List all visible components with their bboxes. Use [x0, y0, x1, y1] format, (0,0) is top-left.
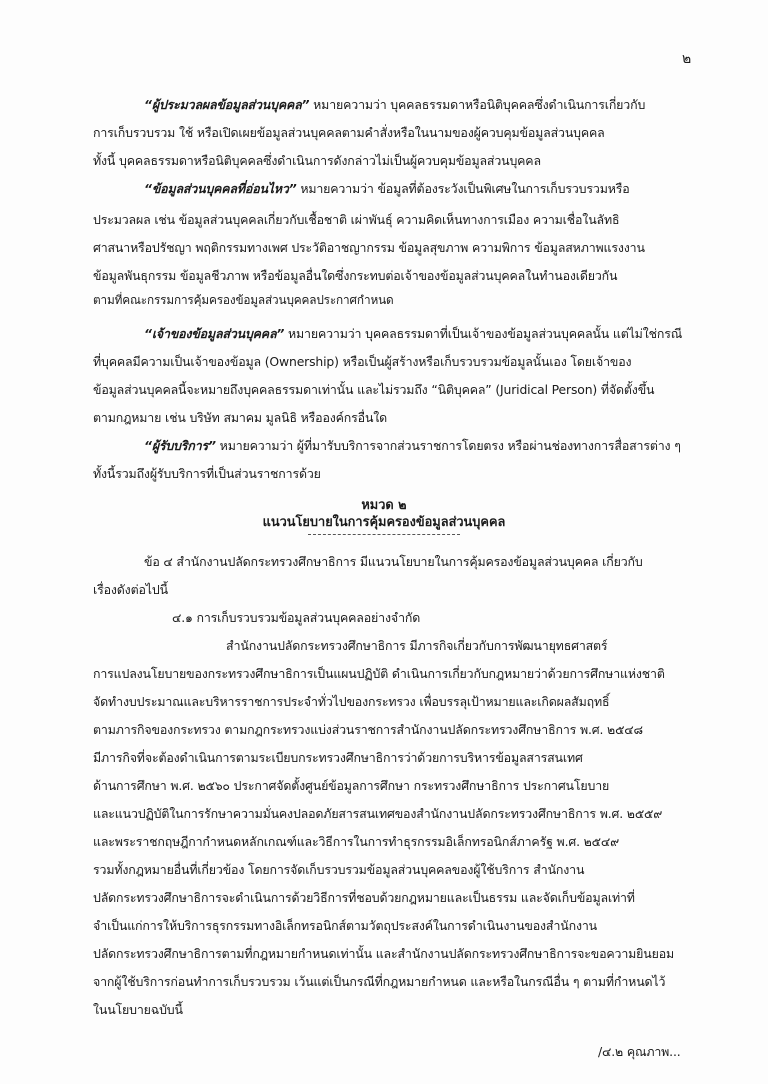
def-sensitive-term: “ข้อมูลส่วนบุคคลที่อ่อนไหว”	[144, 181, 297, 196]
chapter-number: หมวด ๒	[361, 498, 407, 513]
def-sensitive-line-4: ข้อมูลพันธุกรรม ข้อมูลชีวภาพ หรือข้อมูลอื่นใดซึ่งกระทบต่อเจ้าของข้อมูลส่วนบุคคลในทำนองเดียวกัน	[93, 268, 618, 283]
def-processor-line-2: การเก็บรวบรวม ใช้ หรือเปิดเผยข้อมูลส่วนบุคคลตามคำสั่งหรือในนามของผู้ควบคุมข้อมูลส่วนบุคคล	[93, 125, 605, 140]
def-sensitive-line-3: ศาสนาหรือปรัชญา พฤติกรรมทางเพศ ประวัติอาชญากรรม ข้อมูลสุขภาพ ความพิการ ข้อมูลสหภาพแรงงาน	[93, 240, 645, 255]
section-4-1-line: และแนวปฏิบัติในการรักษาความมั่นคงปลอดภัยสารสนเทศของสำนักงานปลัดกระทรวงศึกษาธิการ พ.ศ. ๒๕๕๙	[93, 806, 663, 821]
chapter-divider	[308, 534, 460, 535]
def-processor-term: “ผู้ประมวลผลข้อมูลส่วนบุคคล”	[144, 97, 310, 112]
def-sensitive-line-1	[144, 180, 630, 198]
page-number: ๒	[682, 51, 692, 67]
section-4-1-heading: ๔.๑ การเก็บรวบรวมข้อมูลส่วนบุคคลอย่างจำกัด	[172, 610, 421, 625]
section-4-1-line: ด้านการศึกษา พ.ศ. ๒๕๖๐ ประกาศจัดตั้งศูนย์ข้อมูลการศึกษา กระทรวงศึกษาธิการ ประกาศนโยบาย	[93, 778, 610, 793]
section-4-1-line: จัดทำงบประมาณและบริหารราชการประจำทั่วไปของกระทรวง เพื่อบรรลุเป้าหมายและเกิดผลสัมฤทธิ์	[93, 694, 610, 709]
article-4-line-2: เรื่องดังต่อไปนี้	[93, 582, 168, 597]
def-user-text: หมายความว่า ผู้ที่มารับบริการจากส่วนราชการโดยตรง หรือผ่านช่องทางการสื่อสารต่าง ๆ	[215, 438, 681, 453]
section-4-1-line: ปลัดกระทรวงศึกษาธิการตามที่กฎหมายกำหนดเท่านั้น และสำนักงานปลัดกระทรวงศึกษาธิการจะขอความยินยอม	[93, 946, 675, 961]
def-sensitive-line-2: ประมวลผล เช่น ข้อมูลส่วนบุคคลเกี่ยวกับเชื้อชาติ เผ่าพันธุ์ ความคิดเห็นทางการเมือง ความเชื่อในลัทธิ	[93, 212, 620, 227]
def-sensitive-text: หมายความว่า ข้อมูลที่ต้องระวังเป็นพิเศษในการเก็บรวบรวมหรือ	[296, 181, 630, 196]
def-sensitive-line-5: ตามที่คณะกรรมการคุ้มครองข้อมูลส่วนบุคคลประกาศกำหนด	[93, 293, 394, 307]
section-4-1-line: สำนักงานปลัดกระทรวงศึกษาธิการ มีภารกิจเกี่ยวกับการพัฒนายุทธศาสตร์	[226, 638, 608, 653]
section-4-1-line: การแปลงนโยบายของกระทรวงศึกษาธิการเป็นแผนปฏิบัติ ดำเนินการเกี่ยวกับกฎหมายว่าด้วยการศึกษาแห่งชาติ	[93, 666, 665, 681]
article-4-line-1: ข้อ ๔ สำนักงานปลัดกระทรวงศึกษาธิการ มีแนวนโยบายในการคุ้มครองข้อมูลส่วนบุคคล เกี่ยวกับ	[144, 554, 643, 569]
section-4-1-line: และพระราชกฤษฎีกากำหนดหลักเกณฑ์และวิธีการในการทำธุรกรรมอิเล็กทรอนิกส์ภาครัฐ พ.ศ. ๒๕๔๙	[93, 834, 620, 849]
def-processor-line-3: ทั้งนี้ บุคคลธรรมดาหรือนิติบุคคลซึ่งดำเนินการดังกล่าวไม่เป็นผู้ควบคุมข้อมูลส่วนบุคคล	[93, 153, 541, 168]
def-owner-line-2: ที่บุคคลมีความเป็นเจ้าของข้อมูล (Ownership) หรือเป็นผู้สร้างหรือเก็บรวบรวมข้อมูลนั้นเอง โดยเจ้าของ	[93, 354, 632, 369]
def-owner-text: หมายความว่า บุคคลธรรมดาที่เป็นเจ้าของข้อมูลส่วนบุคคลนั้น แต่ไม่ใช่กรณี	[284, 326, 683, 341]
section-4-1-line: จากผู้ใช้บริการก่อนทำการเก็บรวบรวม เว้นแต่เป็นกรณีที่กฎหมายกำหนด และหรือในกรณีอื่น ๆ ตามที่กำหนดไว้	[93, 974, 666, 989]
section-4-1-line: มีภารกิจที่จะต้องดำเนินการตามระเบียบกระทรวงศึกษาธิการว่าด้วยการบริหารข้อมูลสารสนเทศ	[93, 750, 583, 765]
def-owner-line-4: ตามกฎหมาย เช่น บริษัท สมาคม มูลนิธิ หรือองค์กรอื่นใด	[93, 410, 388, 425]
def-processor-line-1	[144, 96, 645, 114]
section-4-1-line: ปลัดกระทรวงศึกษาธิการจะดำเนินการด้วยวิธีการที่ชอบด้วยกฎหมายและเป็นธรรม และจัดเก็บข้อมูลเท่าที่	[93, 890, 635, 905]
def-owner-line-1	[144, 325, 682, 343]
def-user-line-1	[144, 437, 681, 455]
def-user-line-2: ทั้งนี้รวมถึงผู้รับบริการที่เป็นส่วนราชการด้วย	[93, 466, 321, 481]
section-4-1-line: จำเป็นแก่การให้บริการธุรกรรมทางอิเล็กทรอนิกส์ตามวัตถุประสงค์ในการดำเนินงานของสำนักงาน	[93, 918, 597, 933]
def-user-term: “ผู้รับบริการ”	[144, 438, 216, 453]
section-4-1-line: รวมทั้งกฎหมายอื่นที่เกี่ยวข้อง โดยการจัดเก็บรวบรวมข้อมูลส่วนบุคคลของผู้ใช้บริการ สำนักงาน	[93, 862, 585, 877]
chapter-title: แนวนโยบายในการคุ้มครองข้อมูลส่วนบุคคล	[262, 515, 506, 530]
def-owner-line-3: ข้อมูลส่วนบุคคลนี้จะหมายถึงบุคคลธรรมดาเท่านั้น และไม่รวมถึง “นิติบุคคล” (Juridical Person) ที่จัดตั้งขึ้น	[93, 382, 655, 397]
def-owner-term: “เจ้าของข้อมูลส่วนบุคคล”	[144, 326, 285, 341]
continuation-marker: /๔.๒ คุณภาพ...	[598, 1044, 681, 1059]
section-4-1-line: ในนโยบายฉบับนี้	[93, 1002, 183, 1017]
def-processor-text: หมายความว่า บุคคลธรรมดาหรือนิติบุคคลซึ่งดำเนินการเกี่ยวกับ	[309, 97, 646, 112]
section-4-1-line: ตามภารกิจของกระทรวง ตามกฎกระทรวงแบ่งส่วนราชการสำนักงานปลัดกระทรวงศึกษาธิการ พ.ศ. ๒๕๔๘	[93, 722, 643, 737]
